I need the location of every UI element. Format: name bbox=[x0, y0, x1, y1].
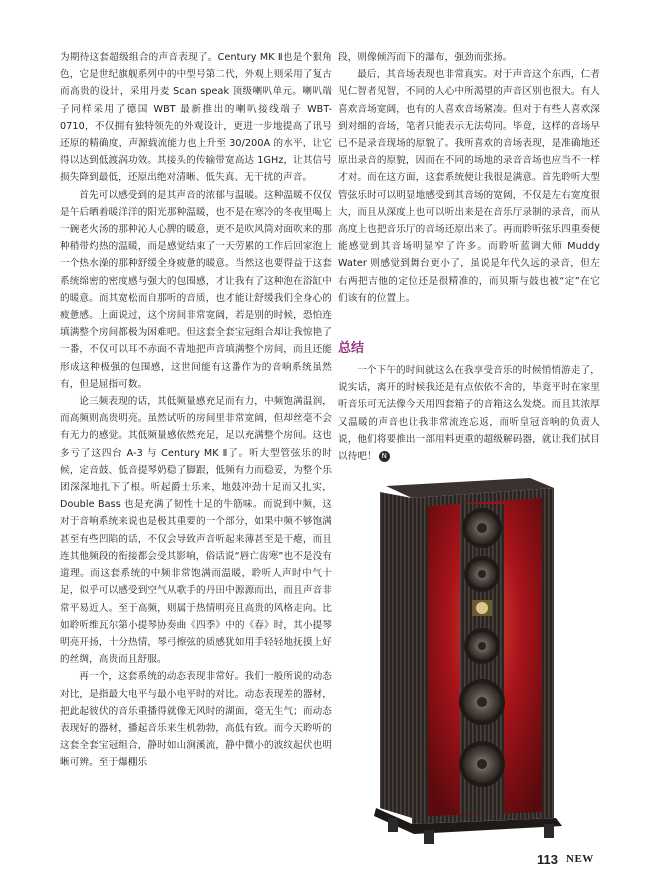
left-text-column bbox=[60, 49, 332, 772]
summary-heading: 总结 bbox=[338, 341, 365, 356]
speaker-foot bbox=[544, 824, 554, 838]
tweeter bbox=[472, 600, 492, 616]
speaker-foot bbox=[424, 830, 434, 844]
midrange-driver bbox=[464, 556, 500, 592]
paragraph: 论三频表现的话，其低频量感充足而有力，中频饱满温润，而高频则高贵明亮。虽然试听的房间里非常宽阔，但却丝毫不会有无力的感觉。其低频量感依然充足，足以充满整个房间。这也多亏了这四台 A-3 与 Century MK Ⅱ了。听大型管弦乐的时候，定音鼓、低音提琴奶稳了脚跟，低频有力而稳妥，为整个乐团深深地扎下了根。听起爵士乐来，地鼓冲劲十足而又扎实，Double Bass 也是充满了韧性十足的牛筋味。而说到中频，这对于音响系统来说也是极其重要的一个部分，如果中频不够饱满甚至有些凹陷的话，不仅会导致声音听起来薄甚至是干瘪，而且连其他频段的衔接都会受其影响，俗话说“唇亡齿寒”也不是没有道理。而这套系统的中频非常饱满而温暖，聆听人声时中气十足，似乎可以感受到空气从歌手的丹田中源源而出，而且声音非常平易近人。至于高频，则属于热情明亮且高贵的风格走向。比如聆听维瓦尔第小提琴协奏曲《四季》中的《春》时，其小提琴明亮开扬，十分热情，琴弓擦弦的质感犹如用手轻轻地抚摸上好的丝绸，高贵而且舒服。 bbox=[60, 396, 332, 666]
paragraph: 段，则像倾泻而下的瀑布，强劲而张扬。 bbox=[338, 52, 513, 63]
speaker-photo bbox=[368, 478, 568, 848]
end-mark-icon: N bbox=[379, 451, 390, 462]
speaker-foot bbox=[388, 818, 398, 832]
summary-text: 一个下午的时间就这么在我享受音乐的时候悄悄游走了，说实话，离开的时候我还是有点依依不舍的，毕竟平时在家里听音乐可无法像今天用四套箱子的音箱这么发烧。而且其浓厚又温暖的声音也让我非常流连忘返，而听皇冠音响的负责人说，他们将要推出一部用料更重的超级解码器，就让我们拭目以待吧！ bbox=[338, 365, 600, 463]
paragraph: 为期待这套超级组合的声音表现了。Century MK Ⅱ也是个狠角色，它是世纪旗舰系列中的中型号第二代，外观上则采用了复古而高贵的设计，采用丹麦 Scan speak 顶级喇叭单元。喇叭端子同样采用了德国 WBT 最新推出的喇叭接线端子 WBT-0710，不仅拥有独特领先的外观设计，更进一步地提高了讯号还原的精确度，声源载流能力也上升至 30/200A 的水平，让它得以达到低渡涡功效。其接头的传输带宽高达 1GHz，让其信号损失降到最低，还原出绝对清晰、低失真、无干扰的声音。 bbox=[60, 52, 332, 184]
summary-text-column bbox=[338, 362, 600, 465]
paragraph: 最后，其音场表现也非常真实。对于声音这个东西，仁者见仁智者见智，不同的人心中所渴望的声音区别也很大。有人喜欢音场宽阔，也有的人喜欢音场紧凑。但对于有些人喜欢深到对细的音场，笔者只能表示无法苟同。毕竟，这样的音场早已不是录音现场的原貌了。我所喜欢的音场表现，是准确地还原出录音的原貌，因而在不同的场地的录音音场也应当不一样才对。而在这方面，这套系统便让我很是满意。首先聆听大型管弦乐时可以明显地感受到其音场的宽阔，不仅是左右宽度很大，而且从深度上也可以听出来是在音乐厅录制的录音，而从高度上也把音乐厅的音场还原出来了。再而聆听弦乐四重奏便能感觉到其音场明显窄了许多。而聆听蓝调大师 Muddy Water 则感觉到舞台更小了，虽说是年代久远的录音，但左右两把吉他的定位还是很精准的，而贝斯与鼓也被“定”在它们该有的位置上。 bbox=[338, 69, 600, 304]
right-text-column bbox=[338, 49, 600, 307]
paragraph: 再一个，这套系统的动态表现非常好。我们一般所说的动态对比，是指最大电平与最小电平时的对比。动态表现差的器材，把此起彼伏的音乐重播得就像无风时的湖面，毫无生气；而动态表现好的器材，播起音乐来生机勃勃，高低有致。而今天聆听的这套全套宝冠组合，静时如山涧溪流，静中微小的波纹起伏也明晰可辨。至于爆棚乐 bbox=[60, 671, 332, 769]
magazine-logo: NEW bbox=[566, 853, 594, 865]
summary-paragraph bbox=[338, 362, 600, 465]
woofer-bottom bbox=[459, 741, 505, 787]
woofer-lower bbox=[459, 679, 505, 725]
page-number: 113 bbox=[537, 852, 558, 867]
midrange-driver-lower bbox=[464, 628, 500, 664]
cabinet-side bbox=[380, 492, 412, 818]
woofer-top bbox=[462, 508, 502, 548]
paragraph: 首先可以感受到的是其声音的浓郁与温暖。这种温暖不仅仅是午后晒着暖洋洋的阳光那种温暖，也不是在寒冷的冬夜里喝上一碗老火汤的那种沁人心脾的暖意，更不是吹风筒对面吹来的那种稍带灼热的温暖，而是感觉结束了一天劳累的工作后回家泡上一个热水澡的那种舒缓全身疲惫的暖意。当然这也要得益于这套系统绵密的密度感与强大的包围感，才让我有了这种泡在浴缸中的暖意。而其宽松而自那听的音质，也才能让舒缓我们全身心的疲惫感。上面说过，这个房间非常宽阔，若是别的时候，恐怕连填满整个房间都极为困难吧。但这套全套宝冠组合却让我惊艳了一番，不仅可以耳不赤面不青地把声音填满整个房间，而且还能形成这种极强的包围感，这世间能有这番作为的音响系统虽然有，但是屈指可数。 bbox=[60, 189, 332, 390]
